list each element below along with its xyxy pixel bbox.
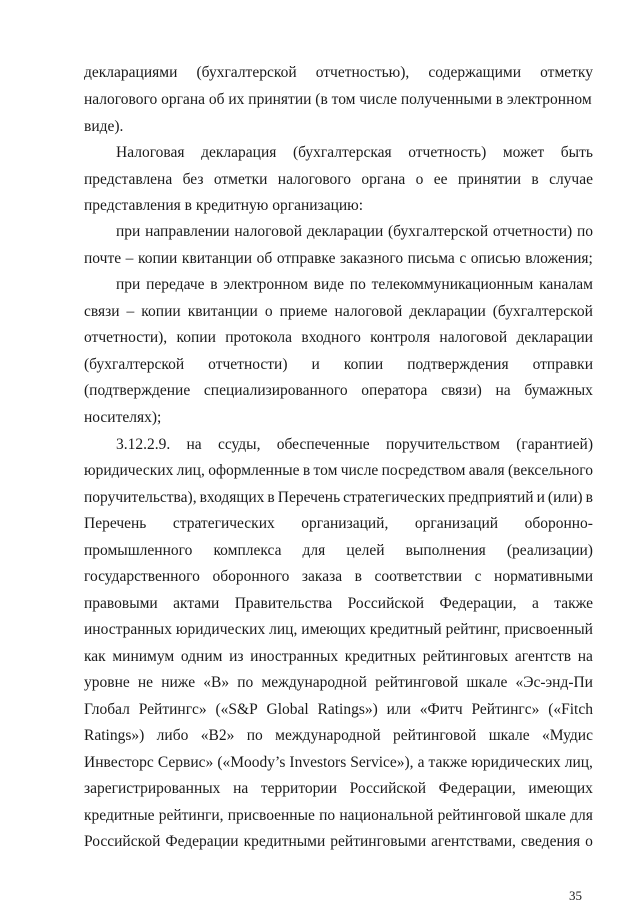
text-line — [84, 170, 593, 190]
word: по — [237, 674, 254, 691]
word: в — [210, 276, 218, 293]
text-line — [84, 514, 593, 534]
word: по — [576, 223, 593, 240]
word: кредитными — [243, 833, 326, 850]
word: специализированного — [203, 382, 348, 399]
word: (бухгалтерская — [292, 144, 392, 161]
word: по — [319, 807, 336, 824]
text-line — [116, 435, 593, 455]
word: юридических — [471, 754, 561, 771]
word: (реализации) — [506, 542, 593, 559]
word: стратегических — [343, 489, 446, 506]
word: целей — [346, 542, 385, 559]
word: Global — [266, 701, 309, 718]
text-line: носителях); — [84, 409, 162, 426]
word: шкале — [466, 674, 508, 691]
text-line — [84, 700, 593, 720]
word: посредством — [381, 462, 466, 479]
word: направлении — [145, 223, 230, 240]
word: Налоговая — [116, 144, 185, 161]
word: (вексельного — [508, 462, 593, 479]
word: копии — [176, 329, 216, 346]
word: – — [126, 303, 135, 320]
word: описью — [470, 250, 521, 267]
word: стратегических — [172, 515, 275, 532]
word: оборонного — [212, 568, 290, 585]
word: отправки — [532, 356, 593, 373]
word: ссуды, — [217, 436, 261, 453]
word: актами — [173, 595, 220, 612]
word: входного — [301, 329, 361, 346]
word: об — [256, 250, 273, 267]
word: Ratings») — [317, 701, 378, 718]
word: связи — [84, 303, 120, 320]
text-line — [84, 381, 593, 401]
word: (бухгалтерской — [492, 303, 593, 320]
word: «Эс-энд-Пи — [515, 674, 593, 691]
word: передаче — [146, 276, 205, 293]
word: рейтинговой — [393, 727, 477, 744]
word: рейтинг, — [445, 621, 501, 638]
word: при — [116, 276, 141, 293]
text-line: представления в кредитную организацию: — [84, 197, 364, 214]
word: письма — [407, 250, 455, 267]
word: территории — [260, 780, 337, 797]
text-line — [116, 275, 593, 295]
word: (бухгалтерской — [84, 356, 185, 373]
text-line — [84, 620, 593, 640]
word: Рейтингс» — [138, 701, 207, 718]
word: бумажных — [524, 382, 593, 399]
word: Перечень — [84, 515, 147, 532]
word: 3.12.2.9. — [116, 436, 171, 453]
text-line — [84, 328, 593, 348]
word: почте — [84, 250, 122, 267]
word: для — [570, 807, 593, 824]
word: с — [474, 568, 482, 585]
word: по — [246, 727, 263, 744]
word: международной — [261, 674, 367, 691]
word: отчетностью), — [315, 64, 410, 81]
word: входящих — [199, 489, 265, 506]
word: соответствии — [374, 568, 463, 585]
word: органа — [361, 171, 406, 188]
word: присвоенные — [227, 807, 315, 824]
word: также — [428, 754, 468, 771]
word: содержащими — [428, 64, 522, 81]
word: иностранных — [250, 648, 339, 665]
word: юридических — [175, 621, 266, 638]
word: копии — [137, 250, 178, 267]
word: том — [313, 462, 338, 479]
word: Рейтингс» — [471, 701, 540, 718]
word: рейтинговыми — [330, 833, 427, 850]
word: «B» — [203, 674, 230, 691]
word: связи) — [441, 382, 482, 399]
text-line — [116, 143, 593, 163]
word: представлена — [84, 171, 173, 188]
word: оператора — [361, 382, 428, 399]
word: на — [233, 780, 249, 797]
word: рейтинги, — [158, 807, 224, 824]
word: отчетности) — [208, 356, 288, 373]
word: налоговой — [234, 223, 303, 240]
word: (гарантией) — [516, 436, 593, 453]
word: о — [415, 171, 424, 188]
word: («S&P — [215, 701, 258, 718]
text-line — [84, 806, 593, 826]
word: Российской — [349, 780, 427, 797]
word: квитанции — [187, 303, 258, 320]
word: из — [229, 648, 244, 665]
word: сведения — [520, 833, 581, 850]
text-line — [84, 673, 593, 693]
word: ее — [433, 171, 448, 188]
word: присвоенный — [504, 621, 593, 638]
text-line — [84, 63, 593, 83]
text-line — [84, 753, 593, 773]
word: случае — [549, 171, 593, 188]
word: телекоммуникационным — [371, 276, 534, 293]
word: «B2» — [200, 727, 235, 744]
word: Service»), — [350, 754, 414, 771]
word: агентствами, — [431, 833, 516, 850]
word: организаций, — [301, 515, 389, 532]
word: государственного — [84, 568, 200, 585]
text-line — [84, 832, 593, 852]
word: числе — [340, 462, 379, 479]
word: лиц, — [269, 621, 298, 638]
word: о — [264, 303, 273, 320]
text-line: налогового органа об их принятии (в том числе полученными в электронном — [84, 91, 592, 108]
word: или — [386, 701, 411, 718]
word: рейтинговой — [375, 674, 459, 691]
word: одним — [180, 648, 223, 665]
word: комплекса — [213, 542, 282, 559]
word: декларациями — [84, 64, 178, 81]
word: поручительства), — [84, 489, 197, 506]
word: отчетности), — [84, 329, 168, 346]
word: Инвесторс — [84, 754, 154, 771]
text-line — [84, 488, 593, 508]
word: кредитные — [84, 807, 155, 824]
word: декларации — [516, 329, 593, 346]
word: рейтинговых — [422, 648, 509, 665]
word: декларации — [409, 303, 486, 320]
text-line — [84, 647, 593, 667]
word: Сервис» — [157, 754, 214, 771]
word: Правительства — [234, 595, 333, 612]
word: юридических — [84, 462, 174, 479]
word: на — [186, 436, 202, 453]
word: Глобал — [84, 701, 130, 718]
word: копии — [141, 303, 181, 320]
word: в — [354, 568, 362, 585]
word: налоговой — [439, 329, 508, 346]
word: на — [577, 648, 593, 665]
word: Федерации — [165, 833, 239, 850]
word: либо — [156, 727, 189, 744]
word: оформленные — [208, 462, 300, 479]
word: правовыми — [84, 595, 158, 612]
word: – — [125, 250, 134, 267]
word: шкале — [525, 807, 566, 824]
word: организаций — [414, 515, 499, 532]
word: «Мудис — [541, 727, 593, 744]
text-line: виде). — [84, 118, 124, 135]
word: отчетности) — [492, 223, 573, 240]
word: обеспеченные — [276, 436, 370, 453]
word: как — [84, 648, 106, 665]
word: (бухгалтерской — [196, 64, 297, 81]
word: в — [267, 489, 275, 506]
word: квитанции — [181, 250, 253, 267]
word: каналам — [539, 276, 593, 293]
word: в — [531, 171, 539, 188]
word: на — [495, 382, 511, 399]
word: «Фитч — [419, 701, 463, 718]
word: без — [182, 171, 204, 188]
word: Российской — [84, 833, 161, 850]
word: в — [302, 462, 311, 479]
word: (подтверждение — [84, 382, 191, 399]
word: («Moody’s — [217, 754, 286, 771]
word: промышленного — [84, 542, 193, 559]
word: вложения; — [525, 250, 593, 267]
word: декларация — [201, 144, 277, 161]
text-line — [84, 249, 593, 269]
word: Федерации, — [439, 595, 517, 612]
word: Investors — [289, 754, 347, 771]
word: (бухгалтерской — [388, 223, 489, 240]
text-line — [84, 461, 593, 481]
text-line — [84, 567, 593, 587]
word: для — [302, 542, 326, 559]
word: электронном — [223, 276, 308, 293]
word: отметку — [540, 64, 593, 81]
word: международной — [275, 727, 381, 744]
word: национальной — [339, 807, 434, 824]
word: Российской — [347, 595, 425, 612]
text-line — [84, 302, 593, 322]
word: заказного — [340, 250, 404, 267]
word: выполнения — [405, 542, 486, 559]
word: («Fitch — [548, 701, 593, 718]
word: оборонно- — [524, 515, 593, 532]
word: копии — [343, 356, 384, 373]
word: о — [585, 833, 593, 850]
word: приеме — [279, 303, 328, 320]
word: поручительством — [385, 436, 500, 453]
word: быть — [560, 144, 593, 161]
word: в — [585, 489, 593, 506]
text-line — [116, 222, 593, 242]
word: нормативными — [494, 568, 593, 585]
word: уровне — [84, 674, 130, 691]
text-line — [84, 594, 593, 614]
word: и — [536, 489, 545, 506]
word: по — [349, 276, 366, 293]
word: и — [311, 356, 320, 373]
word: минимум — [112, 648, 175, 665]
word: (или) — [547, 489, 583, 506]
word: иностранных — [84, 621, 172, 638]
word: налогового — [277, 171, 351, 188]
word: Перечень — [277, 489, 341, 506]
page-number: 35 — [569, 888, 582, 903]
word: протокола — [225, 329, 293, 346]
word: кредитных — [344, 648, 417, 665]
word: зарегистрированных — [84, 780, 221, 797]
text-line — [84, 779, 593, 799]
word: виде — [313, 276, 345, 293]
word: не — [137, 674, 154, 691]
word: может — [502, 144, 545, 161]
word: принятии — [457, 171, 522, 188]
word: отметки — [213, 171, 268, 188]
word: агентств — [514, 648, 572, 665]
word: декларации — [306, 223, 384, 240]
text-line — [84, 726, 593, 746]
word: контроля — [370, 329, 431, 346]
word: авaля — [468, 462, 505, 479]
word: налоговой — [334, 303, 403, 320]
word: отчетность) — [408, 144, 487, 161]
word: с — [459, 250, 467, 267]
word: а — [417, 754, 425, 771]
word: Ratings») — [84, 727, 145, 744]
word: при — [116, 223, 141, 240]
word: имеющих — [528, 780, 593, 797]
word: кредитный — [369, 621, 442, 638]
text-line — [84, 541, 593, 561]
word: лиц, — [564, 754, 593, 771]
word: Федерации, — [438, 780, 516, 797]
word: заказа — [301, 568, 343, 585]
word: рейтинговой — [437, 807, 521, 824]
word: а — [531, 595, 539, 612]
word: также — [554, 595, 593, 612]
word: отправке — [276, 250, 336, 267]
word: предприятий — [448, 489, 534, 506]
word: лиц, — [176, 462, 205, 479]
word: шкале — [488, 727, 530, 744]
word: ниже — [161, 674, 196, 691]
word: имеющих — [301, 621, 366, 638]
text-line — [84, 355, 593, 375]
word: подтверждения — [407, 356, 509, 373]
